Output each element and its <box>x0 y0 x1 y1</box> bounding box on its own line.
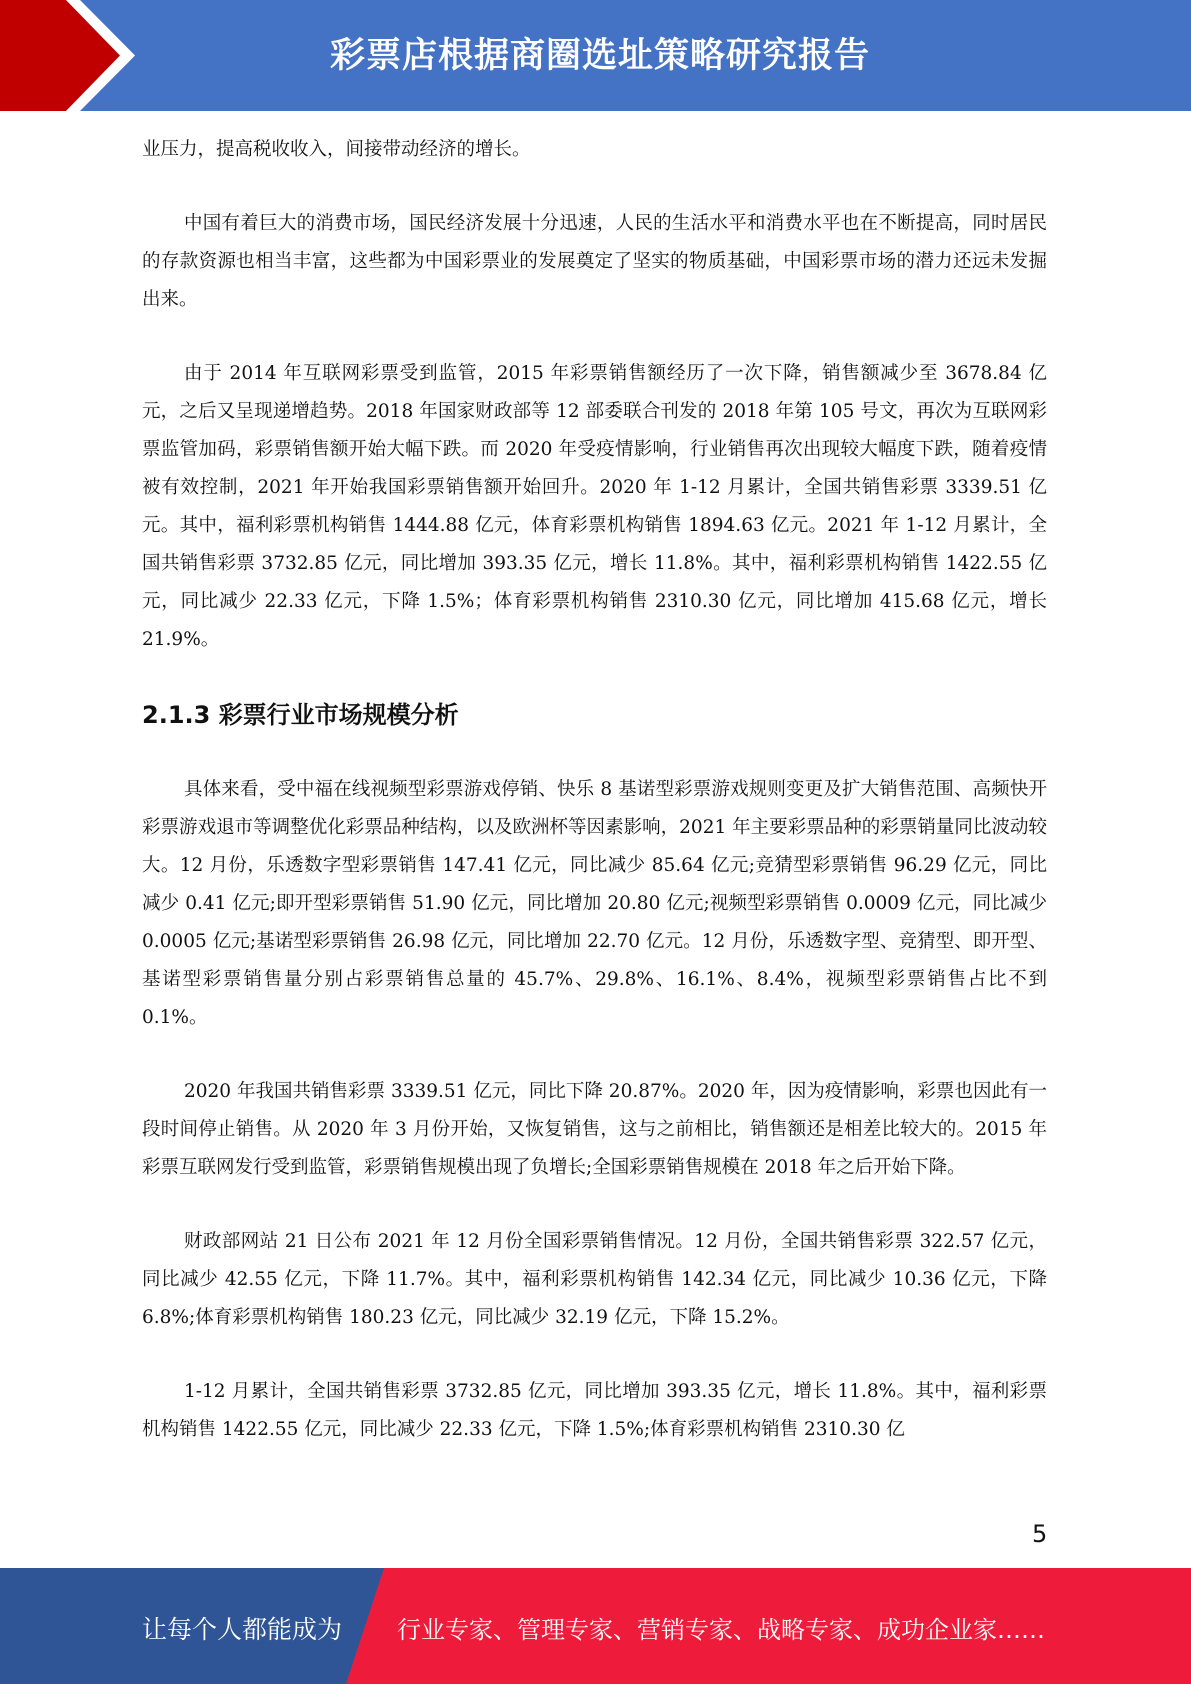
page-header <box>0 0 1191 111</box>
report-title: 彩票店根据商圈选址策略研究报告 <box>330 36 871 76</box>
section-heading: 2.1.3 彩票行业市场规模分析 <box>142 701 459 729</box>
paragraph: 具体来看，受中福在线视频型彩票游戏停销、快乐 8 基诺型彩票游戏规则变更及扩大销售范围、高频快开彩票游戏退市等调整优化彩票品种结构，以及欧洲杯等因素影响，2021 年主要彩票品种的彩票销量同比波动较大。12 月份，乐透数字型彩票销售 147.41 亿元，同比减少 85.64 亿元;竞猜型彩票销售 96.29 亿元，同比减少 0.41 亿元;即开型彩票销售 51.90 亿元，同比增加 20.80 亿元;视频型彩票销售 0.0009 亿元，同比减少 0.0005 亿元;基诺型彩票销售 26.98 亿元，同比增加 22.70 亿元。12 月份，乐透数字型、竞猜型、即开型、基诺型彩票销售量分别占彩票销售总量的 45.7%、29.8%、16.1%、8.4%，视频型彩票销售占比不到 0.1%。 <box>142 779 1047 1028</box>
header-chevron-arrow <box>0 0 160 111</box>
document-body <box>142 131 1047 1485</box>
page-number: 5 <box>1032 1520 1048 1548</box>
paragraph: 由于 2014 年互联网彩票受到监管，2015 年彩票销售额经历了一次下降，销售额减少至 3678.84 亿元，之后又呈现递增趋势。2018 年国家财政部等 12 部委联合刊发的 2018 年第 105 号文，再次为互联网彩票监管加码，彩票销售额开始大幅下跌。而 2020 年受疫情影响，行业销售再次出现较大幅度下跌，随着疫情被有效控制，2021 年开始我国彩票销售额开始回升。2020 年 1-12 月累计，全国共销售彩票 3339.51 亿元。其中，福利彩票机构销售 1444.88 亿元，体育彩票机构销售 1894.63 亿元。2021 年 1-12 月累计，全国共销售彩票 3732.85 亿元，同比增加 393.35 亿元，增长 11.8%。其中，福利彩票机构销售 1422.55 亿元，同比减少 22.33 亿元，下降 1.5%；体育彩票机构销售 2310.30 亿元，同比增加 415.68 亿元，增长 21.9%。 <box>142 363 1047 650</box>
paragraph: 业压力，提高税收收入，间接带动经济的增长。 <box>142 139 531 160</box>
paragraph: 中国有着巨大的消费市场，国民经济发展十分迅速，人民的生活水平和消费水平也在不断提高，同时居民的存款资源也相当丰富，这些都为中国彩票业的发展奠定了坚实的物质基础，中国彩票市场的潜力还远未发掘出来。 <box>142 213 1047 310</box>
page-footer <box>0 1568 1191 1684</box>
paragraph: 1-12 月累计，全国共销售彩票 3732.85 亿元，同比增加 393.35 亿元，增长 11.8%。其中，福利彩票机构销售 1422.55 亿元，同比减少 22.33 亿元，下降 1.5%;体育彩票机构销售 2310.30 亿 <box>142 1381 1047 1440</box>
paragraph: 2020 年我国共销售彩票 3339.51 亿元，同比下降 20.87%。2020 年，因为疫情影响，彩票也因此有一段时间停止销售。从 2020 年 3 月份开始，又恢复销售，这与之前相比，销售额还是相差比较大的。2015 年彩票互联网发行受到监管，彩票销售规模出现了负增长;全国彩票销售规模在 2018 年之后开始下降。 <box>142 1081 1047 1178</box>
paragraph: 财政部网站 21 日公布 2021 年 12 月份全国彩票销售情况。12 月份，全国共销售彩票 322.57 亿元，同比减少 42.55 亿元，下降 11.7%。其中，福利彩票机构销售 142.34 亿元，同比减少 10.36 亿元，下降 6.8%;体育彩票机构销售 180.23 亿元，同比减少 32.19 亿元，下降 15.2%。 <box>142 1231 1047 1328</box>
footer-slogan-left: 让每个人都能成为 <box>142 1615 343 1644</box>
footer-slogan-right: 行业专家、管理专家、营销专家、战略专家、成功企业家…… <box>397 1616 1045 1644</box>
